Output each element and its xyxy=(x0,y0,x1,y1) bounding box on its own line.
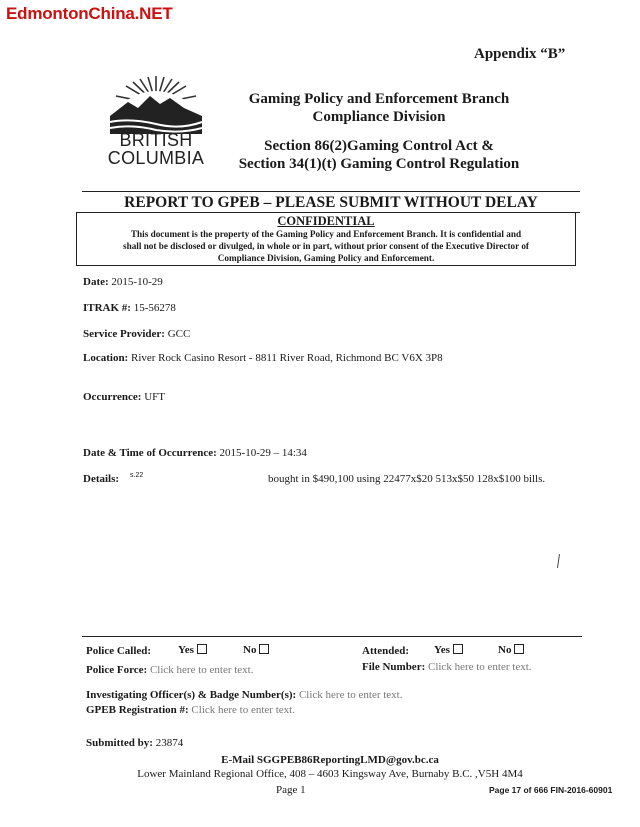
gpeb-reg-label: GPEB Registration #: xyxy=(86,704,189,716)
confidential-title: CONFIDENTIAL xyxy=(277,214,375,228)
investigating-officer xyxy=(86,689,402,701)
gpeb-reg-input[interactable]: Click here to enter text. xyxy=(191,704,295,716)
date-label: Date: xyxy=(83,276,109,288)
watermark: EdmontonChina.NET xyxy=(6,4,173,23)
footer-page: Page 1 xyxy=(276,784,306,796)
submitted-label: Submitted by: xyxy=(86,737,153,749)
attended-yes-label: Yes xyxy=(434,644,450,656)
attended-no-label: No xyxy=(498,644,512,656)
datetime-label: Date & Time of Occurrence: xyxy=(83,447,217,459)
scan-mark xyxy=(557,554,560,568)
police-called-yes[interactable] xyxy=(178,644,207,656)
details-value: bought in $490,100 using 22477x$20 513x$50 128x$100 bills. xyxy=(268,473,546,485)
rule-top xyxy=(82,191,580,192)
file-number xyxy=(362,661,532,673)
confidential-line-1: This document is the property of the Gaming Policy and Enforcement Branch. It is confidential and xyxy=(130,229,522,239)
field-details xyxy=(83,473,119,485)
attended-no[interactable] xyxy=(498,644,524,656)
header-section-34: Section 34(1)(t) Gaming Control Regulation xyxy=(238,156,520,172)
details-label: Details: xyxy=(83,473,120,485)
submitted-by xyxy=(86,737,183,749)
location-label: Location: xyxy=(83,352,129,364)
appendix-label: Appendix “B” xyxy=(474,46,566,62)
confidential-line-3: Compliance Division, Gaming Policy and Enforcement. xyxy=(217,253,435,263)
date-value: 2015-10-29 xyxy=(108,276,163,288)
field-service-provider xyxy=(83,328,190,340)
file-number-label: File Number: xyxy=(362,661,426,673)
attended-yes[interactable] xyxy=(434,644,463,656)
police-called-no[interactable] xyxy=(243,644,269,656)
header-section-86: Section 86(2)Gaming Control Act & xyxy=(264,138,494,154)
police-force-label: Police Force: xyxy=(86,664,148,676)
occurrence-value: UFT xyxy=(141,391,165,403)
police-no-label: No xyxy=(243,644,257,656)
footer-email-text: E-Mail SGGPEB86ReportingLMD@gov.bc.ca xyxy=(221,754,439,766)
attended-yes-checkbox[interactable] xyxy=(453,644,463,654)
investigating-input[interactable]: Click here to enter text. xyxy=(298,689,403,701)
footer-email xyxy=(0,754,640,766)
logo-text-columbia: COLUMBIA xyxy=(107,148,205,168)
provider-label: Service Provider: xyxy=(83,328,165,340)
bc-sun-mountains-icon xyxy=(100,74,212,136)
police-force-input[interactable]: Click here to enter text. xyxy=(149,664,254,676)
field-location xyxy=(83,352,443,364)
field-itrak xyxy=(83,302,176,314)
logo-text-british: BRITISH xyxy=(119,130,193,150)
police-yes-label: Yes xyxy=(178,644,194,656)
confidential-notice xyxy=(76,212,576,266)
bc-logo xyxy=(100,74,212,174)
file-number-input[interactable]: Click here to enter text. xyxy=(427,661,532,673)
occurrence-label: Occurrence: xyxy=(83,391,142,403)
report-title: REPORT TO GPEB – PLEASE SUBMIT WITHOUT DELAY xyxy=(124,194,538,211)
redaction-code: s.22 xyxy=(130,472,144,479)
field-occurrence xyxy=(83,391,165,403)
field-date xyxy=(83,276,163,288)
header-branch: Gaming Policy and Enforcement Branch xyxy=(248,91,510,107)
attended-no-checkbox[interactable] xyxy=(514,644,524,654)
police-no-checkbox[interactable] xyxy=(259,644,269,654)
location-value: River Rock Casino Resort - 8811 River Road, Richmond BC V6X 3P8 xyxy=(128,352,443,364)
police-called xyxy=(86,645,151,657)
rule-bottom-section xyxy=(82,636,582,637)
footer-office: Lower Mainland Regional Office, 408 – 4603 Kingsway Ave, Burnaby B.C. ,V5H 4M4 xyxy=(137,768,523,780)
itrak-label: ITRAK #: xyxy=(83,302,131,314)
confidential-text xyxy=(83,228,569,264)
investigating-label: Investigating Officer(s) & Badge Number(s): xyxy=(86,689,297,701)
provider-value: GCC xyxy=(164,328,191,340)
confidential-line-2: shall not be disclosed or divulged, in whole or in part, without prior consent of the Executive Director of xyxy=(123,241,529,251)
itrak-value: 15-56278 xyxy=(130,302,176,314)
submitted-value: 23874 xyxy=(152,737,184,749)
footer-page-of: Page 17 of 666 FIN-2016-60901 xyxy=(489,785,613,795)
police-force xyxy=(86,664,253,676)
gpeb-registration xyxy=(86,704,295,716)
header-division: Compliance Division xyxy=(312,109,446,125)
police-yes-checkbox[interactable] xyxy=(197,644,207,654)
datetime-value: 2015-10-29 – 14:34 xyxy=(216,447,307,459)
field-date-time xyxy=(83,447,307,459)
attended-label: Attended: xyxy=(362,645,410,657)
police-called-label: Police Called: xyxy=(86,645,152,657)
attended xyxy=(362,645,409,657)
